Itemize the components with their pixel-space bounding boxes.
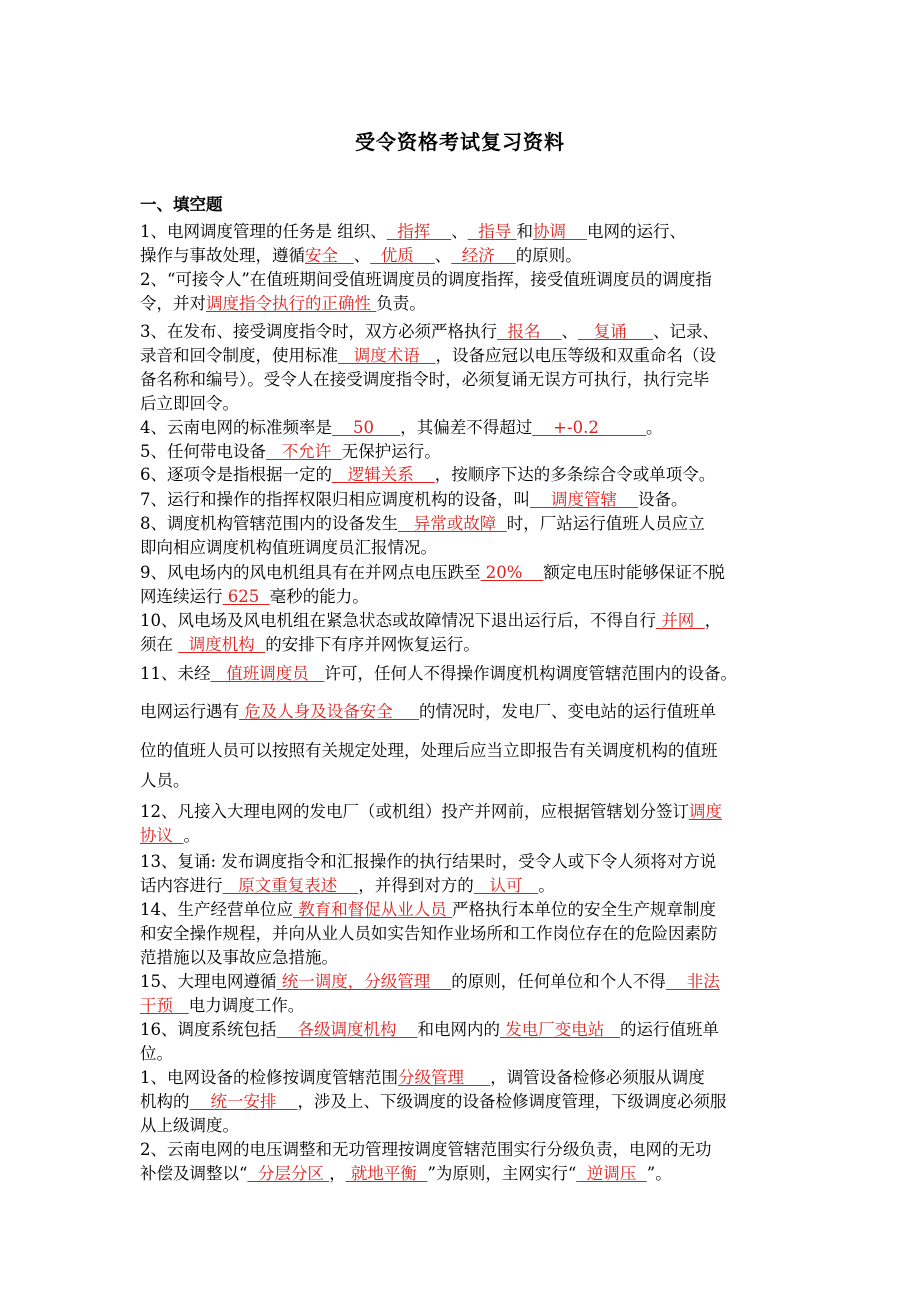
text-line	[140, 488, 790, 511]
answer-blank: 原文重复表述	[222, 876, 359, 895]
text-line	[140, 440, 790, 463]
question-text: ，调管设备检修必须服从调度	[490, 1068, 705, 1087]
question-text: 备名称和编号）。受令人在接受调度指令时，必须复诵无误方可执行，执行完毕	[140, 370, 710, 389]
answer-blank: 调度	[689, 802, 722, 821]
question-text: 时，厂站运行值班人员应立	[506, 514, 705, 533]
text-line	[140, 633, 790, 656]
answer-blank: 异常或故障	[398, 514, 507, 533]
text-line	[140, 512, 790, 535]
answer-blank: 发电厂变电站	[499, 1020, 620, 1039]
text-line	[140, 536, 790, 559]
answer-blank: 20%	[480, 563, 544, 582]
question-text: 。	[538, 876, 555, 895]
text-line	[140, 1138, 790, 1161]
answer-blank: 报名	[497, 322, 562, 341]
question-text: ，	[329, 1164, 346, 1183]
question-text: 电力调度工作。	[188, 996, 305, 1015]
question-text: 令，并对	[140, 294, 206, 313]
text-line	[140, 463, 790, 486]
text-line	[140, 850, 790, 873]
answer-blank: 调度指令执行的正确性	[206, 294, 377, 313]
question-text: 、	[451, 222, 468, 241]
question-text: 严格执行本单位的安全生产规章制度	[452, 900, 716, 919]
question-text: 10、风电场及风电机组在紧急状态或故障情况下退出运行后，不得自行	[140, 611, 656, 630]
question-text: 的原则，任何单位和个人不得	[451, 972, 666, 991]
question-text: 操作与事故处理，遵循	[140, 246, 305, 265]
text-line	[140, 609, 790, 632]
question-text: 设备。	[637, 490, 688, 509]
question-text: 4、云南电网的标准频率是	[140, 418, 332, 437]
question-text: 。	[183, 826, 200, 845]
document-title: 受令资格考试复习资料	[355, 130, 565, 154]
question-text: ”为原则，主网实行“	[427, 1164, 577, 1183]
question-text: 1、电网设备的检修按调度管辖范围	[140, 1068, 398, 1087]
answer-blank: 非法	[665, 972, 720, 991]
answer-blank: 认可	[473, 876, 539, 895]
answer-blank: 干预	[140, 996, 189, 1015]
answer-blank: 逻辑关系	[332, 465, 435, 484]
text-line	[140, 994, 790, 1017]
text-line	[140, 874, 790, 897]
question-text: 后立即回令。	[140, 394, 239, 413]
question-text: 电网的运行、	[586, 222, 686, 241]
question-text: 负责。	[376, 294, 426, 313]
answer-blank: 协议	[140, 826, 184, 845]
answer-blank: 指导	[467, 222, 517, 241]
answer-blank: +-0.2	[532, 418, 647, 437]
text-line	[140, 1018, 790, 1041]
question-text: 9、风电场内的风电机组具有在并网点电压跌至	[140, 563, 481, 582]
question-text: 、	[434, 246, 452, 265]
text-line	[140, 344, 790, 367]
text-line	[140, 1090, 790, 1113]
question-text: ”。	[646, 1164, 672, 1183]
question-text: 14、生产经营单位应	[140, 900, 293, 919]
question-text: 12、凡接入大理电网的发电厂（或机组）投产并网前，应根据管辖划分签订	[140, 802, 689, 821]
answer-blank: 调度机构	[178, 635, 266, 654]
question-text: 的原则。	[515, 246, 582, 265]
answer-blank: 优质	[370, 246, 435, 265]
answer-blank: 协调	[532, 222, 587, 241]
question-text: ，其偏差不得超过	[400, 418, 533, 437]
question-text: 位的值班人员可以按照有关规定处理，处理后应当立即报告有关调度机构的值班	[140, 741, 718, 760]
question-text: 和	[516, 222, 533, 241]
question-text: 15、大理电网遵循	[140, 972, 277, 991]
text-line	[140, 561, 790, 584]
question-text: 的运行值班单	[619, 1020, 719, 1039]
question-text: 的情况时，发电厂、变电站的运行值班单	[418, 702, 716, 721]
text-line	[140, 1162, 790, 1185]
question-text: 话内容进行	[140, 876, 223, 895]
answer-blank: 统一调度，分级管理	[276, 972, 452, 991]
section-heading: 一、填空题	[140, 195, 223, 214]
question-text: ，按顺序下达的多条综合令或单项令。	[434, 465, 716, 484]
question-text: 3、在发布、接受调度指令时，双方必须严格执行	[140, 322, 497, 341]
answer-blank: 逆调压	[576, 1164, 647, 1183]
question-text: ，	[704, 611, 722, 630]
text-line	[140, 1042, 790, 1065]
question-text: 的安排下有序并网恢复运行。	[265, 635, 480, 654]
question-text: ，并得到对方的	[358, 876, 474, 895]
question-text: 范措施以及事故应急措施。	[140, 948, 338, 967]
text-line	[140, 922, 790, 945]
question-text: 5、任何带电设备	[140, 442, 266, 461]
question-text: ，设备应冠以电压等级和双重命名（设	[435, 346, 716, 365]
question-text: 网连续运行	[140, 587, 223, 606]
answer-blank: 经济	[451, 246, 516, 265]
text-line	[140, 368, 790, 391]
text-line	[140, 585, 790, 608]
text-line	[140, 898, 790, 921]
question-text: 、记录、	[652, 322, 719, 341]
text-line	[140, 392, 790, 415]
question-text: 从上级调度。	[140, 1116, 239, 1135]
text-line	[140, 1114, 790, 1137]
text-line	[140, 416, 790, 439]
text-line	[140, 220, 790, 243]
answer-blank: 调度管辖	[530, 490, 638, 509]
answer-blank: 统一安排	[189, 1092, 298, 1111]
question-text: 13、复诵: 发布调度指令和汇报操作的执行结果时，受令人或下令人须将对方说	[140, 852, 717, 871]
answer-blank: 各级调度机构	[276, 1020, 418, 1039]
text-line	[140, 946, 790, 969]
question-text: 7、运行和操作的指挥权限归相应调度机构的设备，叫	[140, 490, 530, 509]
question-text: 人员。	[140, 771, 190, 790]
answer-blank: 分层分区	[247, 1164, 330, 1183]
answer-blank: 指挥	[386, 222, 452, 241]
answer-blank: 教育和督促从业人员	[293, 900, 452, 919]
question-text: 2、云南电网的电压调整和无功管理按调度管辖范围实行分级负责，电网的无功	[140, 1140, 712, 1159]
question-text: 电网运行遇有	[140, 702, 239, 721]
question-text: 位。	[140, 1044, 173, 1063]
text-line	[140, 268, 790, 291]
question-text: 11、未经	[140, 664, 211, 683]
question-text: 许可，任何人不得操作调度机构调度管辖范围内的设备。	[324, 664, 737, 683]
answer-blank: 不允许	[266, 442, 342, 461]
question-text: 毫秒的能力。	[269, 587, 369, 606]
answer-blank: 复诵	[577, 322, 653, 341]
text-line	[140, 739, 790, 762]
answer-blank: 调度术语	[338, 346, 436, 365]
text-line	[140, 662, 790, 685]
text-line	[140, 800, 790, 823]
text-line	[140, 1066, 790, 1089]
question-text: 补偿及调整以“	[140, 1164, 248, 1183]
text-line	[140, 824, 790, 847]
answer-blank: 并网	[656, 611, 705, 630]
question-text: 和电网内的	[417, 1020, 500, 1039]
question-text: 、	[561, 322, 578, 341]
question-text: 和安全操作规程，并向从业人员如实告知作业场所和工作岗位存在的危险因素防	[140, 924, 718, 943]
question-text: 6、逐项令是指根据一定的	[140, 465, 332, 484]
question-text: 无保护运行。	[341, 442, 441, 461]
question-text: 录音和回令制度，使用标准	[140, 346, 338, 365]
question-text: 2、“可接令人”在值班期间受值班调度员的调度指挥，接受值班调度员的调度指	[140, 270, 712, 289]
question-text: 机构的	[140, 1092, 190, 1111]
answer-blank: 625	[222, 587, 270, 606]
text-line	[140, 320, 790, 343]
question-text: 16、调度系统包括	[140, 1020, 277, 1039]
text-line	[140, 700, 790, 723]
answer-blank: 50	[332, 418, 401, 437]
answer-blank: 危及人身及设备安全	[239, 702, 419, 721]
question-text: 。	[646, 418, 663, 437]
text-line	[140, 244, 790, 267]
question-text: 即向相应调度机构值班调度员汇报情况。	[140, 538, 437, 557]
question-text: 额定电压时能够保证不脱	[543, 563, 725, 582]
question-text: 、	[353, 246, 371, 265]
text-line	[140, 769, 790, 792]
answer-blank: 值班调度员	[210, 664, 325, 683]
answer-blank: 就地平衡	[345, 1164, 428, 1183]
question-text: ，涉及上、下级调度的设备检修调度管理，下级调度必须服	[297, 1092, 727, 1111]
text-line	[140, 292, 790, 315]
answer-blank: 分级管理	[398, 1068, 491, 1087]
question-text: 须在	[140, 635, 179, 654]
answer-blank: 安全	[305, 246, 354, 265]
question-text: 1、电网调度管理的任务是 组织、	[140, 222, 387, 241]
text-line	[140, 970, 790, 993]
question-text: 8、调度机构管辖范围内的设备发生	[140, 514, 398, 533]
